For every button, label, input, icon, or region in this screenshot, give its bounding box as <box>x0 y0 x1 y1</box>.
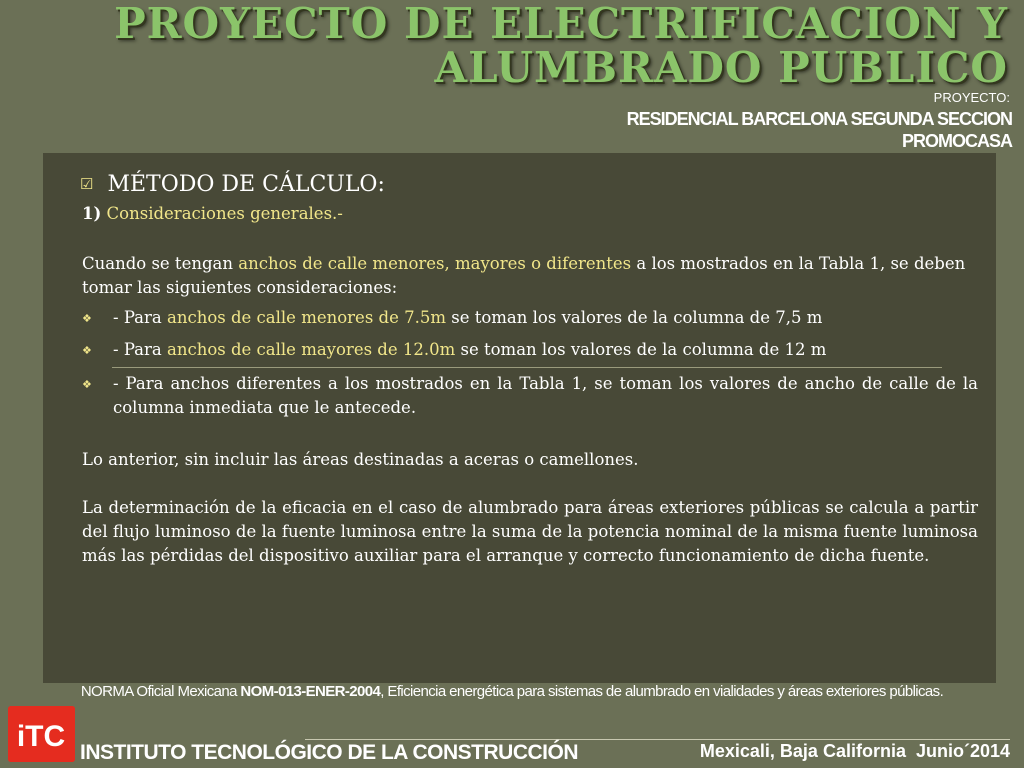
footer-divider <box>305 739 1010 740</box>
title-line-1: PROYECTO DE ELECTRIFICACION Y <box>114 0 1008 48</box>
bullet-pre: - Para anchos diferentes a los mostrados en la Tabla 1, se toman los valores de ancho de calle de la columna inmediata que le antecede. <box>113 374 978 417</box>
norma-pre: NORMA Oficial Mexicana <box>80 683 241 700</box>
itc-logo-graphic <box>8 706 75 762</box>
bullet-text <box>113 338 978 363</box>
subsection-title <box>82 202 343 226</box>
paragraph-intro-highlight: anchos de calle menores, mayores o diferentes <box>238 254 632 273</box>
bullet-pre: - Para <box>113 340 167 359</box>
subsection-label: Consideraciones generales.- <box>106 204 343 223</box>
bullet-text <box>113 306 978 331</box>
project-name-line-2: PROMOCASA <box>901 131 1012 151</box>
bullet-post: se toman los valores de la columna de 7,5 m <box>446 308 823 327</box>
project-name <box>627 108 1012 152</box>
norma-post: , Eficiencia energética para sistemas de alumbrado en vialidades y áreas exteriores públicas. <box>380 683 944 700</box>
project-label: PROYECTO: <box>933 90 1010 105</box>
checkbox-icon: ☑ <box>80 175 94 193</box>
bullet-post: se toman los valores de la columna de 12 m <box>455 340 827 359</box>
slide-title <box>18 2 1008 90</box>
heading-text: MÉTODO DE CÁLCULO: <box>107 172 385 197</box>
diamond-bullet-icon: ❖ <box>82 312 92 325</box>
location-date: Mexicali, Baja California Junio´2014 <box>699 741 1010 761</box>
bullet-highlight: anchos de calle menores de 7.5m <box>167 308 446 327</box>
bullet-item <box>82 306 978 331</box>
section-heading <box>80 172 385 197</box>
title-line-2: ALUMBRADO PUBLICO <box>434 43 1008 92</box>
bullet-item <box>82 372 978 420</box>
paragraph-intro-post: a los mostrados en la Tabla 1, se deben tomar las siguientes consideraciones: <box>82 254 966 297</box>
diamond-bullet-icon: ❖ <box>82 378 92 391</box>
bullet-pre: - Para <box>113 308 167 327</box>
paragraph-intro <box>82 252 978 300</box>
bullet-item <box>82 338 978 363</box>
diamond-bullet-icon: ❖ <box>82 344 92 357</box>
bullet-highlight: anchos de calle mayores de 12.0m <box>167 340 456 359</box>
bullet-text <box>113 372 978 420</box>
paragraph-efficacy: La determinación de la eficacia en el caso de alumbrado para áreas exteriores públicas se calcula a partir del flujo luminoso de la fuente luminosa entre la suma de la potencia nominal de la misma fuente luminosa más las pérdidas del dispositivo auxiliar para el arranque y correcto funcionamiento de dicha fuente. <box>82 498 978 565</box>
logo-text: iTC <box>16 720 66 753</box>
institute-name: INSTITUTO TECNOLÓGICO DE LA CONSTRUCCIÓN <box>80 741 578 764</box>
norma-reference <box>0 683 1024 700</box>
project-name-line-1: RESIDENCIAL BARCELONA SEGUNDA SECCION <box>626 109 1012 129</box>
paragraph-note: Lo anterior, sin incluir las áreas destinadas a aceras o camellones. <box>82 450 639 469</box>
norma-code: NOM-013-ENER-2004 <box>240 683 381 700</box>
itc-logo <box>8 706 75 762</box>
divider <box>112 367 942 368</box>
paragraph-intro-pre: Cuando se tengan <box>82 254 239 273</box>
subsection-number: 1) <box>82 204 102 223</box>
